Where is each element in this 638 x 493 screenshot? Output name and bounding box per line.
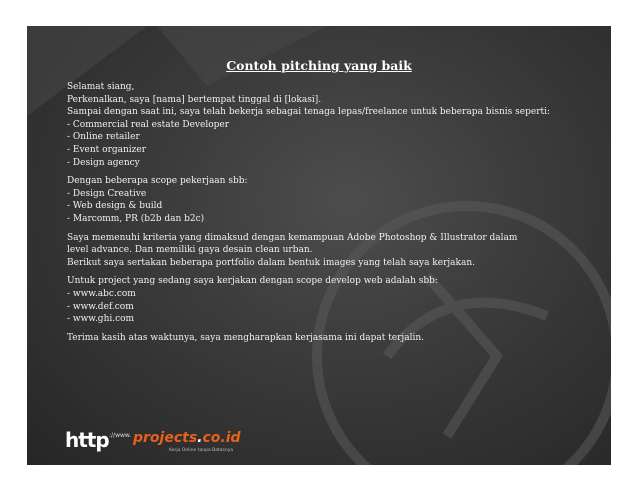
- logo-tagline: Kerja Online tanpa Batasnya: [169, 448, 234, 453]
- projects-logo: [65, 428, 285, 456]
- scope-intro-text: Dengan beberapa scope pekerjaan sbb:: [67, 176, 248, 187]
- slide: [27, 26, 611, 465]
- logo-name: projects.co.id: [133, 430, 241, 446]
- client-item: - Commercial real estate Developer: [67, 119, 230, 130]
- projects-intro-text: Untuk project yang sedang saya kerjakan dengan scope develop web adalah sbb:: [67, 276, 438, 287]
- logo-name-suffix: co.id: [202, 430, 241, 446]
- slide-title: Contoh pitching yang baik: [226, 58, 412, 73]
- scope-item: - Marcomm, PR (b2b dan b2c): [67, 213, 205, 224]
- scope-item: - Design Creative: [67, 188, 147, 199]
- project-item: - www.abc.com: [67, 288, 136, 299]
- intro-text: Perkenalkan, saya [nama] bertempat tinggal di [lokasi].: [67, 94, 322, 105]
- slide-body: [67, 81, 587, 344]
- criteria-text: level advance. Dan memiliki gaya desain clean urban.: [67, 245, 313, 256]
- logo-name-prefix: projects: [133, 430, 198, 446]
- client-item: - Design agency: [67, 157, 140, 168]
- greeting-text: Selamat siang,: [67, 82, 135, 92]
- project-item: - www.ghi.com: [67, 314, 135, 325]
- project-item: - www.def.com: [67, 301, 134, 312]
- closing-text: Terima kasih atas waktunya, saya mengharapkan kerjasama ini dapat terjalin.: [67, 332, 425, 343]
- client-item: - Online retailer: [67, 132, 140, 143]
- logo-http: http: [65, 428, 109, 452]
- criteria-text: Saya memenuhi kriteria yang dimaksud dengan kemampuan Adobe Photoshop & Illustrator dalam: [67, 232, 518, 243]
- portfolio-text: Berikut saya sertakan beberapa portfolio dalam bentuk images yang telah saya kerjakan.: [67, 257, 476, 268]
- client-item: - Event organizer: [67, 144, 147, 155]
- scope-item: - Web design & build: [67, 201, 163, 212]
- logo-www: ://www.: [109, 432, 132, 439]
- experience-text: Sampai dengan saat ini, saya telah bekerja sebagai tenaga lepas/freelance untuk beberapa bisnis seperti:: [67, 107, 551, 118]
